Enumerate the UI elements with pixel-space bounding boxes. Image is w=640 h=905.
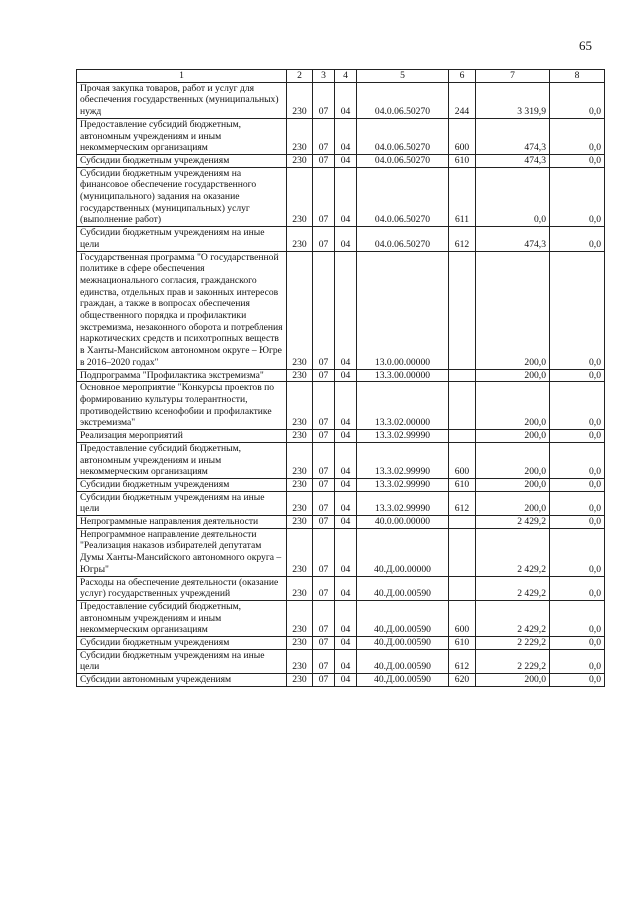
subsection-code-cell: 04 xyxy=(335,674,357,687)
ministry-code-cell: 230 xyxy=(287,382,313,430)
row-name-cell: Субсидии бюджетным учреждениям xyxy=(77,478,287,491)
row-name-cell: Предоставление субсидий бюджетным, автономным учреждениям и иным некоммерческим организациям xyxy=(77,442,287,478)
column-header: 1 xyxy=(77,70,287,83)
section-code-cell: 07 xyxy=(313,576,335,600)
section-code-cell: 07 xyxy=(313,167,335,227)
section-code-cell: 07 xyxy=(313,528,335,576)
section-code-cell: 07 xyxy=(313,154,335,167)
section-code-cell: 07 xyxy=(313,478,335,491)
ministry-code-cell: 230 xyxy=(287,227,313,251)
expense-type-cell: 610 xyxy=(449,637,476,650)
ministry-code-cell: 230 xyxy=(287,516,313,529)
table-row xyxy=(77,576,605,600)
table-row xyxy=(77,154,605,167)
subsection-code-cell: 04 xyxy=(335,167,357,227)
table-row xyxy=(77,430,605,443)
target-article-cell: 04.0.06.50270 xyxy=(357,167,449,227)
ministry-code-cell: 230 xyxy=(287,154,313,167)
row-name-cell: Субсидии бюджетным учреждениям на иные цели xyxy=(77,649,287,673)
expense-type-cell: 244 xyxy=(449,82,476,118)
amount-extra-cell: 0,0 xyxy=(550,516,605,529)
column-header: 3 xyxy=(313,70,335,83)
row-name-cell: Предоставление субсидий бюджетным, автономным учреждениям и иным некоммерческим организациям xyxy=(77,118,287,154)
subsection-code-cell: 04 xyxy=(335,478,357,491)
amount-extra-cell: 0,0 xyxy=(550,118,605,154)
section-code-cell: 07 xyxy=(313,382,335,430)
amount-extra-cell: 0,0 xyxy=(550,382,605,430)
section-code-cell: 07 xyxy=(313,491,335,515)
target-article-cell: 13.3.02.99990 xyxy=(357,442,449,478)
section-code-cell: 07 xyxy=(313,251,335,369)
amount-extra-cell: 0,0 xyxy=(550,491,605,515)
row-name-cell: Непрограммные направления деятельности xyxy=(77,516,287,529)
ministry-code-cell: 230 xyxy=(287,369,313,382)
amount-extra-cell: 0,0 xyxy=(550,167,605,227)
amount-extra-cell: 0,0 xyxy=(550,154,605,167)
amount-cell: 2 229,2 xyxy=(476,637,550,650)
row-name-cell: Подпрограмма "Профилактика экстремизма" xyxy=(77,369,287,382)
ministry-code-cell: 230 xyxy=(287,251,313,369)
row-name-cell: Предоставление субсидий бюджетным, автономным учреждениям и иным некоммерческим организациям xyxy=(77,600,287,636)
section-code-cell: 07 xyxy=(313,674,335,687)
column-number-row xyxy=(77,70,605,83)
table-row xyxy=(77,382,605,430)
ministry-code-cell: 230 xyxy=(287,600,313,636)
table-row xyxy=(77,516,605,529)
subsection-code-cell: 04 xyxy=(335,154,357,167)
table-row xyxy=(77,674,605,687)
subsection-code-cell: 04 xyxy=(335,251,357,369)
amount-extra-cell: 0,0 xyxy=(550,430,605,443)
amount-extra-cell: 0,0 xyxy=(550,528,605,576)
table-row xyxy=(77,442,605,478)
amount-extra-cell: 0,0 xyxy=(550,649,605,673)
amount-cell: 474,3 xyxy=(476,227,550,251)
ministry-code-cell: 230 xyxy=(287,491,313,515)
amount-cell: 3 319,9 xyxy=(476,82,550,118)
expense-type-cell xyxy=(449,430,476,443)
table-row xyxy=(77,118,605,154)
target-article-cell: 40.Д.00.00590 xyxy=(357,600,449,636)
budget-table xyxy=(76,69,605,687)
target-article-cell: 13.3.02.99990 xyxy=(357,478,449,491)
target-article-cell: 40.Д.00.00000 xyxy=(357,528,449,576)
expense-type-cell: 612 xyxy=(449,227,476,251)
ministry-code-cell: 230 xyxy=(287,430,313,443)
page-number: 65 xyxy=(579,38,592,53)
section-code-cell: 07 xyxy=(313,649,335,673)
ministry-code-cell: 230 xyxy=(287,528,313,576)
table-row xyxy=(77,227,605,251)
column-header: 6 xyxy=(449,70,476,83)
amount-extra-cell: 0,0 xyxy=(550,227,605,251)
target-article-cell: 04.0.06.50270 xyxy=(357,118,449,154)
target-article-cell: 40.Д.00.00590 xyxy=(357,637,449,650)
section-code-cell: 07 xyxy=(313,637,335,650)
section-code-cell: 07 xyxy=(313,118,335,154)
section-code-cell: 07 xyxy=(313,516,335,529)
row-name-cell: Субсидии бюджетным учреждениям на иные цели xyxy=(77,227,287,251)
ministry-code-cell: 230 xyxy=(287,167,313,227)
amount-extra-cell: 0,0 xyxy=(550,251,605,369)
amount-extra-cell: 0,0 xyxy=(550,442,605,478)
amount-cell: 200,0 xyxy=(476,251,550,369)
subsection-code-cell: 04 xyxy=(335,600,357,636)
amount-extra-cell: 0,0 xyxy=(550,600,605,636)
table-row xyxy=(77,491,605,515)
amount-cell: 200,0 xyxy=(476,442,550,478)
ministry-code-cell: 230 xyxy=(287,649,313,673)
ministry-code-cell: 230 xyxy=(287,442,313,478)
expense-type-cell: 610 xyxy=(449,478,476,491)
amount-extra-cell: 0,0 xyxy=(550,637,605,650)
subsection-code-cell: 04 xyxy=(335,649,357,673)
amount-extra-cell: 0,0 xyxy=(550,82,605,118)
amount-extra-cell: 0,0 xyxy=(550,576,605,600)
amount-cell: 200,0 xyxy=(476,478,550,491)
table-row xyxy=(77,82,605,118)
amount-extra-cell: 0,0 xyxy=(550,674,605,687)
ministry-code-cell: 230 xyxy=(287,637,313,650)
target-article-cell: 04.0.06.50270 xyxy=(357,82,449,118)
subsection-code-cell: 04 xyxy=(335,118,357,154)
subsection-code-cell: 04 xyxy=(335,516,357,529)
expense-type-cell: 600 xyxy=(449,442,476,478)
target-article-cell: 04.0.06.50270 xyxy=(357,154,449,167)
section-code-cell: 07 xyxy=(313,430,335,443)
subsection-code-cell: 04 xyxy=(335,491,357,515)
ministry-code-cell: 230 xyxy=(287,576,313,600)
subsection-code-cell: 04 xyxy=(335,82,357,118)
row-name-cell: Субсидии бюджетным учреждениям на финансовое обеспечение государственного (муниципального) задания на оказание государственных (муниципальных) услуг (выполнение работ) xyxy=(77,167,287,227)
column-header: 7 xyxy=(476,70,550,83)
subsection-code-cell: 04 xyxy=(335,528,357,576)
table-row xyxy=(77,528,605,576)
target-article-cell: 13.3.02.99990 xyxy=(357,491,449,515)
amount-cell: 474,3 xyxy=(476,154,550,167)
subsection-code-cell: 04 xyxy=(335,369,357,382)
section-code-cell: 07 xyxy=(313,82,335,118)
column-header: 2 xyxy=(287,70,313,83)
amount-cell: 0,0 xyxy=(476,167,550,227)
expense-type-cell xyxy=(449,576,476,600)
row-name-cell: Прочая закупка товаров, работ и услуг для обеспечения государственных (муниципальных) нужд xyxy=(77,82,287,118)
expense-type-cell: 611 xyxy=(449,167,476,227)
expense-type-cell: 612 xyxy=(449,491,476,515)
ministry-code-cell: 230 xyxy=(287,118,313,154)
row-name-cell: Субсидии автономным учреждениям xyxy=(77,674,287,687)
amount-cell: 200,0 xyxy=(476,430,550,443)
target-article-cell: 40.0.00.00000 xyxy=(357,516,449,529)
expense-type-cell: 620 xyxy=(449,674,476,687)
amount-cell: 200,0 xyxy=(476,382,550,430)
table-row xyxy=(77,637,605,650)
target-article-cell: 13.3.02.00000 xyxy=(357,382,449,430)
row-name-cell: Субсидии бюджетным учреждениям xyxy=(77,154,287,167)
amount-cell: 200,0 xyxy=(476,674,550,687)
section-code-cell: 07 xyxy=(313,600,335,636)
row-name-cell: Непрограммное направление деятельности "Реализация наказов избирателей депутатам Думы Ханты-Мансийского автономного округа – Югры" xyxy=(77,528,287,576)
amount-cell: 2 429,2 xyxy=(476,528,550,576)
table-row xyxy=(77,600,605,636)
amount-cell: 2 429,2 xyxy=(476,516,550,529)
ministry-code-cell: 230 xyxy=(287,478,313,491)
amount-cell: 200,0 xyxy=(476,369,550,382)
column-header: 4 xyxy=(335,70,357,83)
row-name-cell: Субсидии бюджетным учреждениям на иные цели xyxy=(77,491,287,515)
amount-cell: 2 229,2 xyxy=(476,649,550,673)
amount-extra-cell: 0,0 xyxy=(550,369,605,382)
amount-cell: 200,0 xyxy=(476,491,550,515)
expense-type-cell xyxy=(449,516,476,529)
table-row xyxy=(77,478,605,491)
expense-type-cell xyxy=(449,369,476,382)
column-header: 5 xyxy=(357,70,449,83)
target-article-cell: 13.0.00.00000 xyxy=(357,251,449,369)
subsection-code-cell: 04 xyxy=(335,576,357,600)
expense-type-cell: 610 xyxy=(449,154,476,167)
target-article-cell: 40.Д.00.00590 xyxy=(357,649,449,673)
amount-cell: 2 429,2 xyxy=(476,600,550,636)
amount-extra-cell: 0,0 xyxy=(550,478,605,491)
subsection-code-cell: 04 xyxy=(335,382,357,430)
column-header: 8 xyxy=(550,70,605,83)
amount-cell: 474,3 xyxy=(476,118,550,154)
expense-type-cell xyxy=(449,382,476,430)
subsection-code-cell: 04 xyxy=(335,430,357,443)
row-name-cell: Основное мероприятие "Конкурсы проектов по формированию культуры толерантности, противодействию ксенофобии и профилактике экстремизма" xyxy=(77,382,287,430)
expense-type-cell xyxy=(449,251,476,369)
expense-type-cell: 600 xyxy=(449,118,476,154)
expense-type-cell: 600 xyxy=(449,600,476,636)
expense-type-cell xyxy=(449,528,476,576)
amount-cell: 2 429,2 xyxy=(476,576,550,600)
target-article-cell: 04.0.06.50270 xyxy=(357,227,449,251)
target-article-cell: 40.Д.00.00590 xyxy=(357,674,449,687)
table-row xyxy=(77,649,605,673)
row-name-cell: Реализация мероприятий xyxy=(77,430,287,443)
target-article-cell: 40.Д.00.00590 xyxy=(357,576,449,600)
subsection-code-cell: 04 xyxy=(335,637,357,650)
row-name-cell: Субсидии бюджетным учреждениям xyxy=(77,637,287,650)
ministry-code-cell: 230 xyxy=(287,674,313,687)
target-article-cell: 13.3.00.00000 xyxy=(357,369,449,382)
ministry-code-cell: 230 xyxy=(287,82,313,118)
table-row xyxy=(77,167,605,227)
subsection-code-cell: 04 xyxy=(335,442,357,478)
table-row xyxy=(77,369,605,382)
section-code-cell: 07 xyxy=(313,227,335,251)
row-name-cell: Государственная программа "О государственной политике в сфере обеспечения межнационального согласия, гражданского единства, отдельных прав и законных интересов граждан, а также в вопросах обеспечения общественного порядка и профилактики экстремизма, незаконного оборота и потребления наркотических средств и психотропных веществ в Ханты-Мансийском автономном округе – Югре в 2016–2020 годах" xyxy=(77,251,287,369)
subsection-code-cell: 04 xyxy=(335,227,357,251)
expense-type-cell: 612 xyxy=(449,649,476,673)
section-code-cell: 07 xyxy=(313,369,335,382)
target-article-cell: 13.3.02.99990 xyxy=(357,430,449,443)
row-name-cell: Расходы на обеспечение деятельности (оказание услуг) государственных учреждений xyxy=(77,576,287,600)
table-row xyxy=(77,251,605,369)
section-code-cell: 07 xyxy=(313,442,335,478)
